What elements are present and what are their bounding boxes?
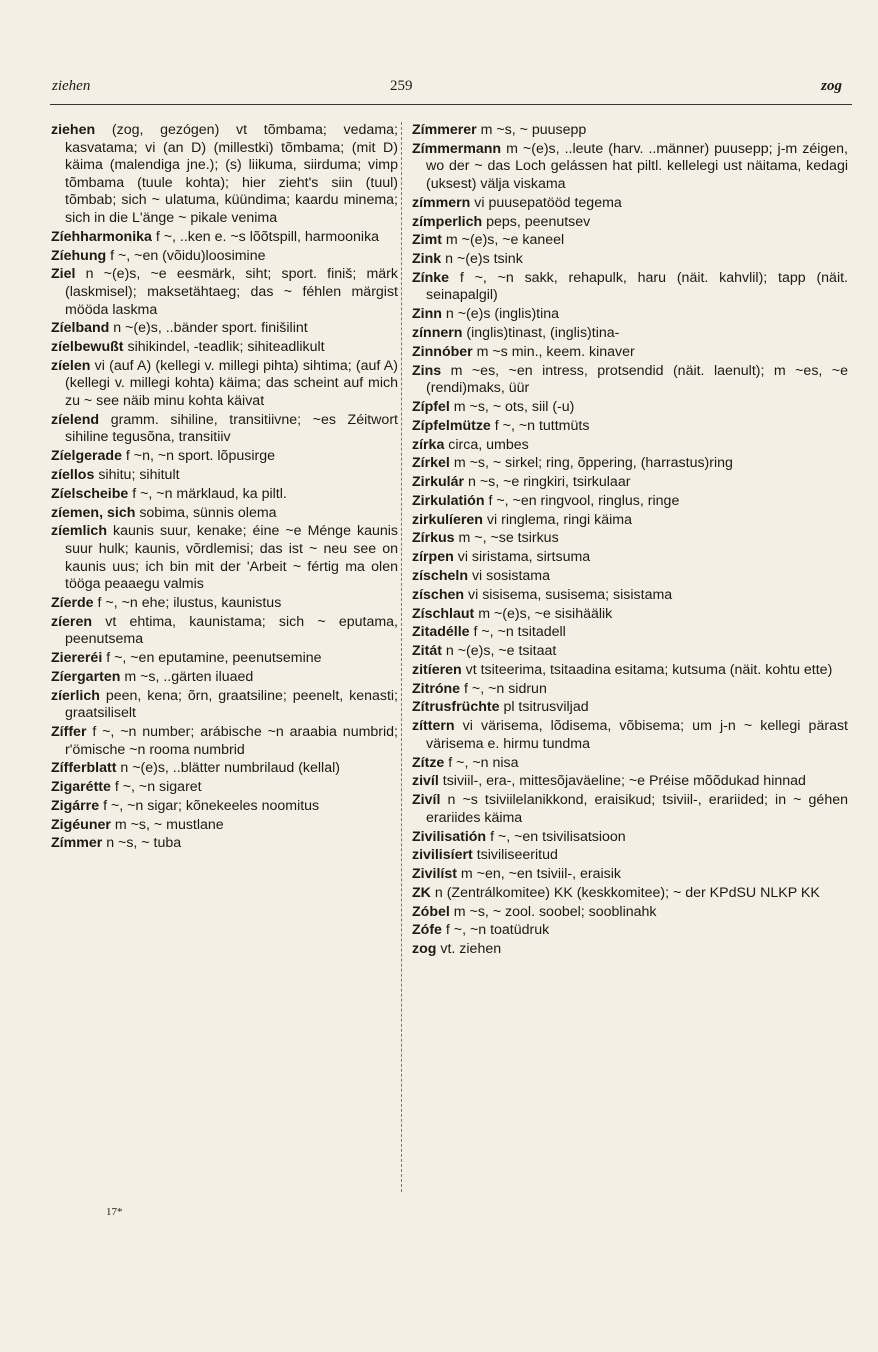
entry-definition: n ~(e)s, ..bänder sport. finišilint bbox=[113, 320, 308, 337]
right-column bbox=[412, 122, 848, 960]
entry-definition: vi sosistama bbox=[471, 568, 550, 584]
entry-headword: Zípfel bbox=[412, 398, 450, 415]
entry-headword: Zivilíst bbox=[412, 866, 457, 883]
entry-definition: n ~s, ~ tuba bbox=[106, 835, 182, 852]
entry-headword: zírka bbox=[412, 436, 445, 453]
dictionary-entry bbox=[412, 344, 848, 362]
entry-headword: zíeren bbox=[51, 613, 93, 630]
dictionary-entry bbox=[412, 306, 848, 324]
entry-headword: zíelbewußt bbox=[51, 339, 124, 356]
dictionary-entry bbox=[412, 474, 848, 492]
dictionary-entry bbox=[412, 251, 848, 269]
entry-definition: vi (auf A) (kellegi v. millegi pihta) sihtima; (auf A) (kellegi v. millegi kohta) käima; das scheint auf mich zu ~ see näib minu kohta käivat bbox=[65, 357, 398, 410]
entry-definition: vt ehtima, kaunistama; sich ~ eputama, peenutsema bbox=[65, 613, 398, 648]
entry-headword: Zíehharmonika bbox=[51, 228, 152, 245]
dictionary-entry bbox=[412, 941, 848, 959]
dictionary-entry bbox=[412, 643, 848, 661]
entry-definition: m ~s min., keem. kinaver bbox=[476, 343, 635, 360]
entry-headword: Zímmer bbox=[51, 835, 103, 852]
entry-headword: Zímmerer bbox=[412, 122, 477, 138]
entry-headword: Zigéuner bbox=[51, 816, 111, 833]
dictionary-entry bbox=[412, 549, 848, 567]
entry-definition: f ~, ~n sakk, rehapulk, haru (näit. kahvlil); tapp (näit. seinapalgil) bbox=[426, 269, 848, 304]
entry-definition: f ~, ~en eputamine, peenutsemine bbox=[106, 650, 322, 667]
entry-headword: Zigarétte bbox=[51, 779, 111, 796]
dictionary-entry bbox=[412, 530, 848, 548]
entry-definition: n ~(e)s, ~e tsitaat bbox=[445, 643, 557, 660]
dictionary-entry bbox=[412, 829, 848, 847]
entry-headword: zíerlich bbox=[51, 687, 100, 704]
dictionary-entry bbox=[412, 792, 848, 827]
entry-headword: zitíeren bbox=[412, 661, 462, 678]
entry-headword: zíemlich bbox=[51, 523, 107, 540]
entry-definition: vi sisisema, susisema; sisistama bbox=[468, 586, 673, 603]
dictionary-entry bbox=[51, 266, 398, 319]
entry-definition: circa, umbes bbox=[448, 436, 529, 453]
dictionary-entry bbox=[51, 760, 398, 778]
signature-mark: 17* bbox=[106, 1206, 123, 1218]
dictionary-entry bbox=[412, 847, 848, 865]
entry-definition: m ~(e)s, ~e sisihäälik bbox=[478, 605, 613, 622]
dictionary-entry bbox=[51, 523, 398, 593]
entry-definition: n ~s, ~e ringkiri, tsirkulaar bbox=[468, 474, 631, 491]
entry-definition: n (Zentrálkomitee) KK (keskkomitee); ~ der KPdSU NLKP KK bbox=[434, 884, 820, 901]
entry-headword: Zíehung bbox=[51, 247, 107, 264]
dictionary-entry bbox=[412, 437, 848, 455]
dictionary-entry bbox=[412, 662, 848, 680]
dictionary-entry bbox=[412, 418, 848, 436]
dictionary-entry bbox=[412, 512, 848, 530]
dictionary-entry bbox=[51, 817, 398, 835]
dictionary-entry bbox=[412, 755, 848, 773]
entry-headword: Zóbel bbox=[412, 903, 450, 920]
dictionary-entry bbox=[412, 493, 848, 511]
entry-definition: f ~, ..ken e. ~s lõõtspill, harmoonika bbox=[155, 228, 380, 245]
dictionary-entry bbox=[412, 587, 848, 605]
dictionary-entry bbox=[51, 798, 398, 816]
entry-definition: m ~(e)s, ..leute (harv. ..männer) puusepp; j-m zéigen, wo der ~ das Loch gelássen hat piltl. kellelegi ust näitama, kedagi (uksest) välja viskama bbox=[426, 140, 848, 192]
header-rule bbox=[50, 104, 852, 105]
left-column bbox=[51, 122, 398, 854]
entry-definition: sobima, sünnis olema bbox=[139, 504, 277, 521]
entry-definition: sihikindel, -teadlik; sihiteadlikult bbox=[127, 339, 325, 356]
entry-definition: peps, peenutsev bbox=[486, 213, 591, 230]
entry-definition: m ~s, ~ mustlane bbox=[114, 816, 224, 833]
dictionary-entry bbox=[412, 270, 848, 305]
entry-definition: vi puusepatööd tegema bbox=[474, 194, 622, 211]
entry-definition: tsiviliseeritud bbox=[476, 847, 558, 864]
dictionary-entry bbox=[51, 467, 398, 485]
dictionary-entry bbox=[412, 773, 848, 791]
entry-definition: peen, kena; õrn, graatsiline; peenelt, kenasti; graatsiliselt bbox=[65, 687, 399, 722]
entry-definition: vi värisema, lõdisema, võbisema; um j-n ~ kellegi pärast värisema e. hirmu tundma bbox=[426, 718, 848, 752]
entry-headword: zíelend bbox=[51, 411, 100, 428]
dictionary-entry bbox=[51, 486, 398, 504]
entry-headword: zíelen bbox=[51, 357, 91, 374]
dictionary-entry bbox=[412, 232, 848, 250]
dictionary-entry bbox=[412, 195, 848, 213]
entry-definition: pl tsitrusviljad bbox=[503, 699, 589, 716]
entry-headword: zíemen, sich bbox=[51, 504, 136, 521]
entry-headword: zíscheln bbox=[412, 568, 468, 584]
entry-definition: m ~s, ~ ots, siil (-u) bbox=[453, 398, 575, 415]
entry-definition: n ~s tsiviilelanikkond, eraisikud; tsiviil-, erariided; in ~ géhen erariides käima bbox=[426, 792, 848, 826]
entry-headword: Zivíl bbox=[412, 792, 441, 809]
entry-headword: Zíelband bbox=[51, 320, 110, 337]
entry-headword: Zítze bbox=[412, 754, 445, 771]
entry-definition: vt. ziehen bbox=[440, 941, 502, 958]
header-guide-word-right: zog bbox=[821, 78, 842, 94]
entry-headword: zivíl bbox=[412, 773, 439, 790]
dictionary-entry bbox=[51, 248, 398, 266]
entry-definition: n ~(e)s, ~e eesmärk, siht; sport. finiš; märk (laskmisel); maksetähtaeg; das ~ féhlen märgist mööda laskma bbox=[65, 266, 398, 318]
entry-headword: Zins bbox=[412, 362, 442, 379]
entry-headword: Ziereréi bbox=[51, 650, 103, 667]
dictionary-entry bbox=[412, 922, 848, 940]
entry-definition: kaunis suur, kenake; éine ~e Ménge kaunis suur hulk; kaunis, võrdlemisi; das ist ~ neu see on kaunis uus; ich bin mit der 'Arbeit ~ fértig ma olen tööga peaaegu valmis bbox=[65, 523, 398, 593]
entry-headword: zirkulíeren bbox=[412, 511, 483, 528]
entry-definition: vt tsiteerima, tsitaadina esitama; kutsuma (näit. kohtu ette) bbox=[465, 661, 833, 678]
entry-definition: m ~s, ~ sirkel; ring, õppering, (harrastus)ring bbox=[453, 455, 733, 472]
dictionary-entry bbox=[51, 835, 398, 853]
dictionary-entry bbox=[412, 568, 848, 586]
entry-definition: f ~, ~en ringvool, ringlus, ringe bbox=[488, 492, 680, 509]
entry-headword: Zínke bbox=[412, 269, 450, 286]
dictionary-entry bbox=[51, 122, 398, 228]
entry-definition: n ~(e)s (inglis)tina bbox=[445, 306, 560, 323]
dictionary-entry bbox=[412, 399, 848, 417]
dictionary-entry bbox=[51, 650, 398, 668]
entry-definition: f ~, ~n toatüdruk bbox=[445, 922, 550, 939]
entry-definition: m ~s, ~ puusepp bbox=[480, 122, 587, 138]
dictionary-entry bbox=[51, 448, 398, 466]
dictionary-entry bbox=[51, 688, 398, 723]
entry-headword: Zíffer bbox=[51, 723, 87, 740]
dictionary-entry bbox=[412, 681, 848, 699]
entry-headword: zíellos bbox=[51, 466, 95, 483]
entry-headword: Zitróne bbox=[412, 680, 461, 697]
dictionary-entry bbox=[51, 412, 398, 447]
entry-headword: Zítrusfrüchte bbox=[412, 699, 500, 716]
entry-definition: f ~, ~n tsitadell bbox=[473, 624, 566, 641]
dictionary-entry bbox=[51, 358, 398, 411]
entry-definition: f ~, ~en tsivilisatsioon bbox=[490, 828, 626, 845]
entry-headword: Zimt bbox=[412, 232, 442, 249]
entry-definition: (zog, gezógen) vt tõmbama; vedama; kasvatama; vi (an D) (millestki) tõmbama; (mit D) käima (malendiga jne.); (s) liikuma, siirduma; vimp tõmbama (tuule kohta); hier zieht's siin (tuul) tõmbab; sich ~ ulatuma, küündima; kaardu minema; sich in die L'änge ~ pikale venima bbox=[65, 122, 398, 226]
entry-headword: Zitadélle bbox=[412, 624, 470, 641]
dictionary-entry bbox=[412, 122, 848, 140]
entry-definition: n ~(e)s, ..blätter numbrilaud (kellal) bbox=[120, 760, 340, 777]
entry-headword: zivilisíert bbox=[412, 847, 473, 864]
entry-definition: tsiviil-, era-, mittesõjaväeline; ~e Préise mõõdukad hinnad bbox=[442, 773, 806, 790]
entry-headword: Zífferblatt bbox=[51, 760, 117, 777]
entry-headword: Ziel bbox=[51, 266, 76, 283]
column-divider bbox=[401, 122, 402, 1192]
entry-definition: vi siristama, sirtsuma bbox=[457, 549, 591, 566]
dictionary-entry bbox=[51, 505, 398, 523]
dictionary-entry bbox=[412, 363, 848, 398]
dictionary-entry bbox=[51, 229, 398, 247]
entry-definition: gramm. sihiline, transitiivne; ~es Zéitwort sihiline tegusõna, transitiiv bbox=[65, 411, 398, 446]
entry-headword: Zitát bbox=[412, 643, 442, 660]
entry-definition: vi ringlema, ringi käima bbox=[486, 511, 632, 528]
entry-definition: f ~n, ~n sport. lõpusirge bbox=[125, 448, 275, 465]
entry-definition: m ~, ~se tsirkus bbox=[458, 530, 559, 547]
entry-headword: Zírkel bbox=[412, 455, 450, 472]
entry-definition: m ~es, ~en intress, protsendid (näit. laenult); m ~es, ~e (rendi)maks, üür bbox=[426, 362, 848, 397]
entry-definition: f ~, ~n nisa bbox=[448, 754, 519, 771]
dictionary-entry bbox=[51, 669, 398, 687]
entry-definition: m ~s, ~ zool. soobel; sooblinahk bbox=[453, 903, 657, 920]
dictionary-entry bbox=[412, 699, 848, 717]
entry-headword: Zíerde bbox=[51, 594, 94, 611]
entry-definition: f ~, ~en (võidu)loosimine bbox=[110, 247, 266, 264]
entry-definition: f ~, ~n sidrun bbox=[464, 680, 547, 697]
dictionary-entry bbox=[412, 624, 848, 642]
dictionary-entry bbox=[412, 866, 848, 884]
entry-headword: zírpen bbox=[412, 549, 454, 566]
entry-definition: f ~, ~n ehe; ilustus, kaunistus bbox=[97, 594, 282, 611]
dictionary-entry bbox=[51, 595, 398, 613]
entry-definition: f ~, ~n sigaret bbox=[114, 779, 202, 796]
entry-headword: Zinn bbox=[412, 306, 442, 323]
page-number: 259 bbox=[390, 78, 413, 94]
entry-headword: Zirkulár bbox=[412, 474, 465, 491]
entry-headword: Zímmermann bbox=[412, 140, 502, 157]
dictionary-entry bbox=[51, 339, 398, 357]
entry-headword: ziehen bbox=[51, 122, 96, 138]
entry-headword: Zinnóber bbox=[412, 343, 473, 360]
entry-headword: Zirkulatión bbox=[412, 492, 485, 509]
dictionary-entry bbox=[51, 724, 398, 759]
dictionary-entry bbox=[412, 325, 848, 343]
entry-definition: f ~, ~n tuttmüts bbox=[494, 417, 590, 434]
entry-headword: Zíschlaut bbox=[412, 605, 475, 622]
entry-headword: zíschen bbox=[412, 586, 465, 603]
entry-headword: Zivilisatión bbox=[412, 828, 487, 845]
entry-definition: m ~s, ..gärten iluaed bbox=[124, 668, 254, 685]
dictionary-entry bbox=[412, 606, 848, 624]
entry-headword: Zink bbox=[412, 251, 442, 268]
entry-definition: n ~(e)s tsink bbox=[445, 251, 523, 268]
entry-definition: f ~, ~n märklaud, ka piltl. bbox=[132, 485, 287, 502]
entry-headword: zímmern bbox=[412, 194, 471, 211]
dictionary-entry bbox=[412, 455, 848, 473]
entry-headword: ZK bbox=[412, 884, 431, 901]
dictionary-entry bbox=[51, 320, 398, 338]
entry-headword: Zíergarten bbox=[51, 668, 121, 685]
entry-definition: (inglis)tinast, (inglis)tina- bbox=[466, 325, 620, 342]
dictionary-entry bbox=[412, 718, 848, 753]
entry-headword: zíttern bbox=[412, 718, 455, 735]
dictionary-entry bbox=[412, 141, 848, 194]
header-guide-word-left: ziehen bbox=[52, 78, 91, 94]
entry-headword: Zigárre bbox=[51, 797, 100, 814]
entry-headword: zímperlich bbox=[412, 213, 483, 230]
entry-headword: Zíelscheibe bbox=[51, 485, 129, 502]
dictionary-entry bbox=[51, 614, 398, 649]
dictionary-entry bbox=[412, 885, 848, 903]
entry-definition: sihitu; sihitult bbox=[98, 466, 180, 483]
entry-definition: m ~en, ~en tsiviil-, eraisik bbox=[460, 866, 621, 883]
entry-headword: Zófe bbox=[412, 922, 442, 939]
dictionary-entry bbox=[51, 779, 398, 797]
dictionary-entry bbox=[412, 904, 848, 922]
entry-definition: f ~, ~n sigar; kõnekeeles noomitus bbox=[103, 797, 320, 814]
entry-headword: Zípfelmütze bbox=[412, 417, 491, 434]
entry-definition: m ~(e)s, ~e kaneel bbox=[445, 232, 565, 249]
dictionary-entry bbox=[412, 214, 848, 232]
entry-headword: zog bbox=[412, 941, 437, 958]
entry-headword: Zírkus bbox=[412, 530, 455, 547]
entry-definition: f ~, ~n number; arábische ~n araabia numbrid; r'ömische ~n rooma numbrid bbox=[65, 723, 398, 758]
entry-headword: zínnern bbox=[412, 325, 463, 342]
entry-headword: Zíelgerade bbox=[51, 448, 122, 465]
